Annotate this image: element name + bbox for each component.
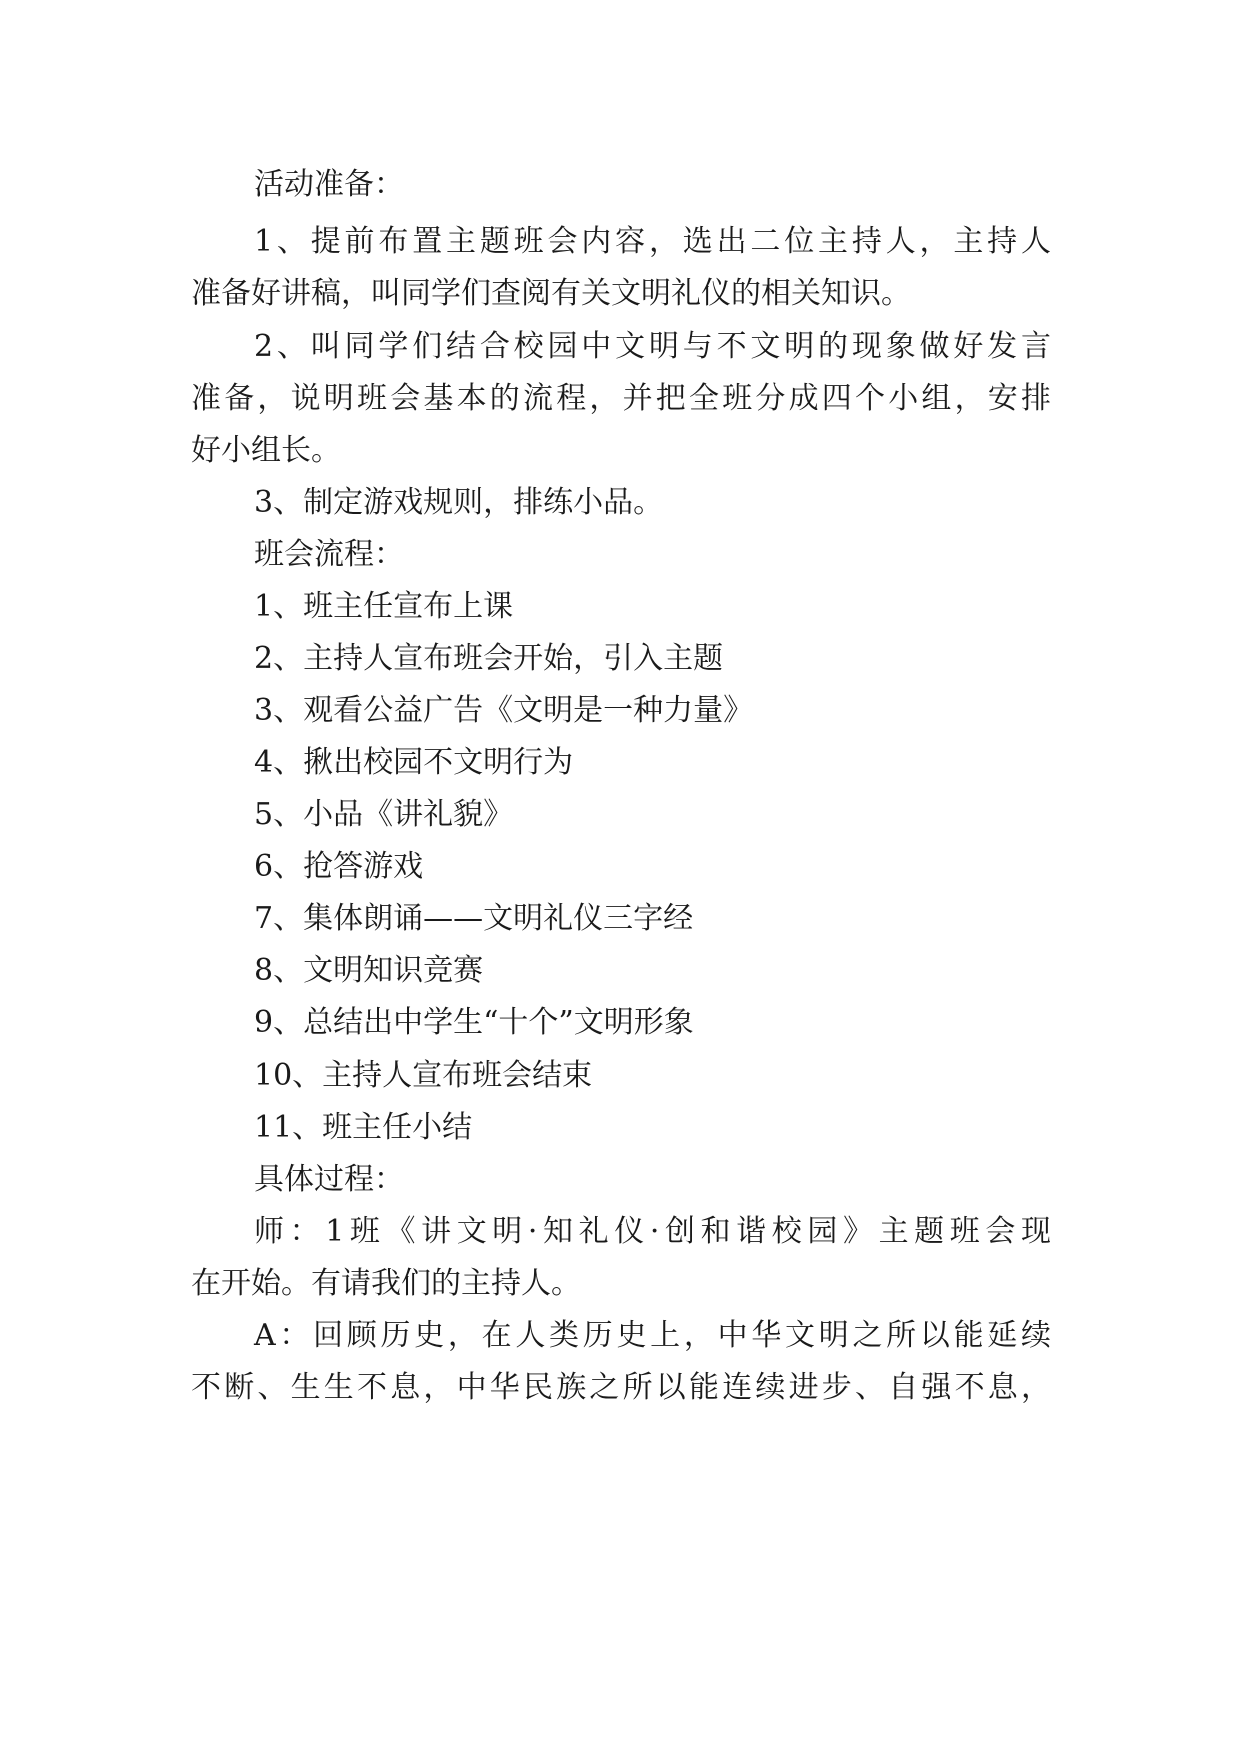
list-item: 5、小品《讲礼貌》	[254, 797, 514, 832]
paragraph-line: 准备好讲稿，叫同学们查阅有关文明礼仪的相关知识。	[191, 276, 911, 311]
list-item: 11、班主任小结	[254, 1110, 473, 1145]
paragraph-line: 1、提前布置主题班会内容，选出二位主持人，主持人	[254, 224, 1051, 259]
list-item: 7、集体朗诵——文明礼仪三字经	[254, 901, 694, 936]
paragraph-line: 在开始。有请我们的主持人。	[191, 1266, 581, 1301]
list-item: 8、文明知识竞赛	[254, 953, 484, 988]
list-item: 3、观看公益广告《文明是一种力量》	[254, 693, 754, 728]
list-item: 6、抢答游戏	[254, 849, 424, 884]
paragraph-line: 师：1班《讲文明·知礼仪·创和谐校园》主题班会现	[254, 1214, 1051, 1249]
heading-specific-process: 具体过程：	[254, 1162, 404, 1197]
list-item: 9、总结出中学生“十个”文明形象	[254, 1005, 694, 1040]
list-item: 2、主持人宣布班会开始，引入主题	[254, 641, 724, 676]
paragraph-line: 好小组长。	[191, 433, 341, 468]
paragraph-line: A：回顾历史，在人类历史上，中华文明之所以能延续	[254, 1318, 1051, 1353]
heading-activity-preparation: 活动准备：	[254, 167, 404, 202]
list-item: 4、揪出校园不文明行为	[254, 745, 574, 780]
paragraph-line: 2、叫同学们结合校园中文明与不文明的现象做好发言	[254, 329, 1051, 364]
paragraph-line: 不断、生生不息，中华民族之所以能连续进步、自强不息，	[191, 1370, 1051, 1405]
list-item: 1、班主任宣布上课	[254, 589, 514, 624]
paragraph-line: 准备，说明班会基本的流程，并把全班分成四个小组，安排	[191, 381, 1051, 416]
list-item: 10、主持人宣布班会结束	[254, 1058, 593, 1093]
paragraph-line: 3、制定游戏规则，排练小品。	[254, 485, 664, 520]
heading-meeting-process: 班会流程：	[254, 537, 404, 572]
